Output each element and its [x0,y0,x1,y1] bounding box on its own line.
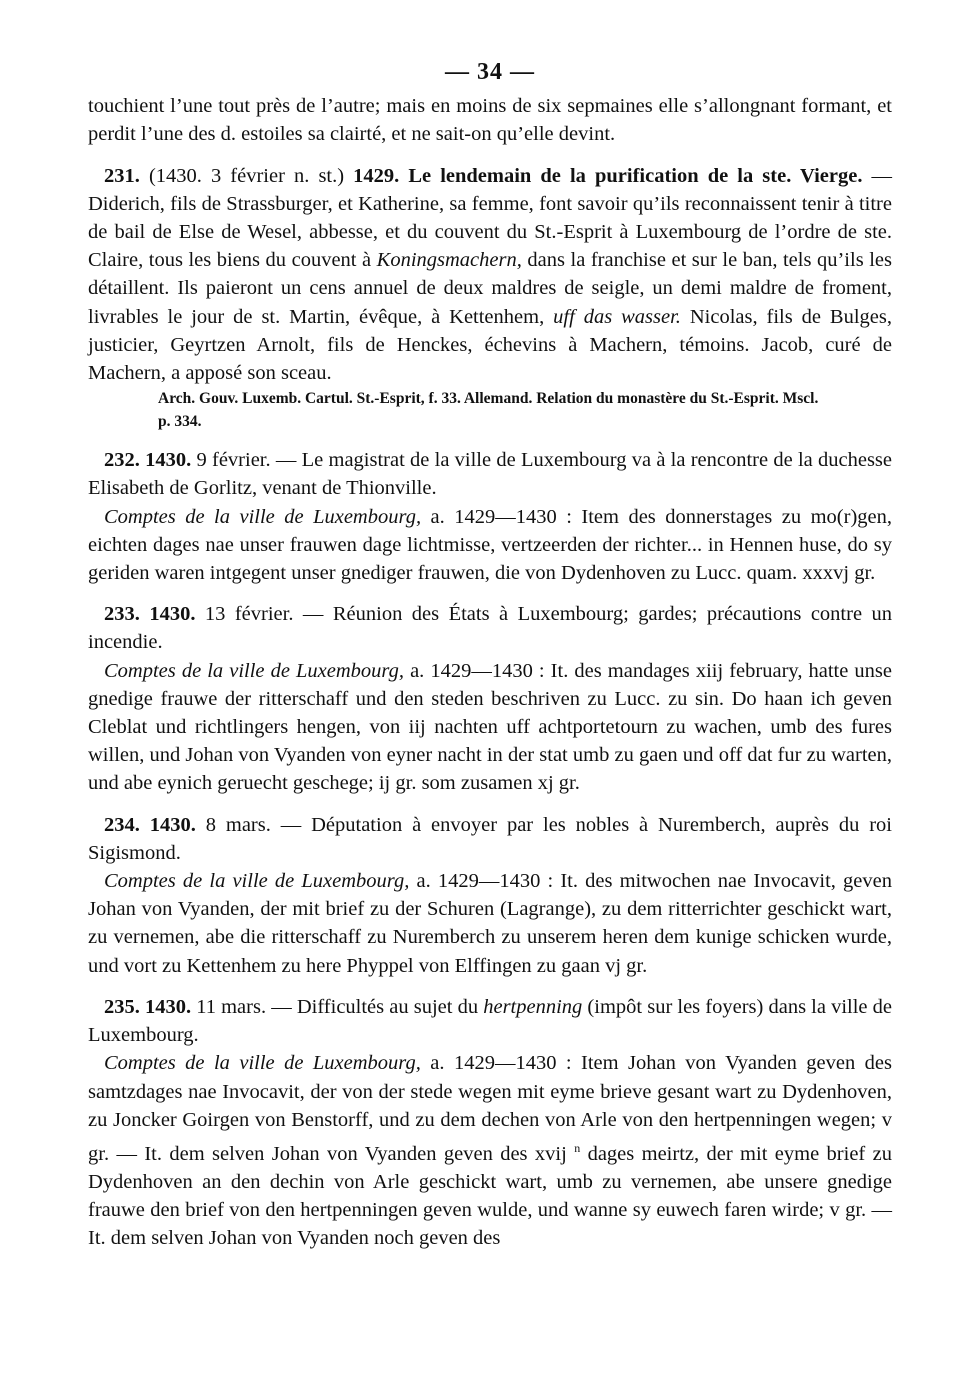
citation-source: Comptes de la ville de Luxembourg, [104,659,404,682]
superscript: n [574,1140,581,1155]
entry-summary: — Le magistrat de la ville de Luxembourg va à la rencontre de la duchesse Elisabeth de Gorlitz, venant de Thionville. [88,449,893,500]
entry-number: 233. [104,603,140,626]
entry-number: 234. [104,813,140,836]
entry-232 [88,446,892,502]
entry-summary: (impôt sur les foyers) dans la ville de Luxembourg. [88,995,892,1047]
entry-233 [88,600,892,656]
entry-date: 9 février. [196,449,271,472]
entry-235 [88,993,892,1049]
entry-summary: — Réunion des États à Luxembourg; gardes; précautions contre un incendie. [88,603,893,654]
entry-body: dans la franchise et sur le ban, tels qu’ils les détaillent. Ils paieront un cens annuel de deux maldres de seigle, un demi maldre de froment, livrables le jour de st. Martin, évêque, à Kettenhem, [88,249,892,328]
entry-date: (1430. 3 février n. st.) [148,164,345,187]
source-reference-page: p. 334. [158,413,202,431]
citation-text: a. 1429—1430 : Item des donnerstages zu mo(r)gen, eichten dages nae unser frauwen dage lichtmisse, vertzeerden der richter... in Hennen huse, do sy geriden waren intgegent unser gnediger frauwen, die von Dydenhoven zu Lucc. quam. xxxvj gr. [88,505,892,585]
citation-source: Comptes de la ville de Luxembourg, [104,505,422,528]
citation-235 [88,1049,892,1252]
entry-number: 235. [104,995,140,1018]
continuation-paragraph: touchient l’une tout près de l’autre; mais en moins de six sepmaines elle s’allongnant formant, et perdit l’une des d. estoiles sa clairté, et ne sait-on qu’elle devint. [88,95,892,146]
citation-text: a. 1429—1430 : It. des mitwochen nae Invocavit, geven Johan von Vyanden, der mit brief zu der Schuren (Lagrange), zu dem ritterrichter geschickt wart, zu vernemen, abe die ritterschaff zu Nuremberch zu unserem heren dem kunige schicken wurde, und vort zu Kettenhem zu here Phyppel von Elffingen zu gaan vj gr. [88,870,892,977]
entry-title: Le lendemain de la purification de la ste. Vierge. [408,164,863,187]
entry-year: 1430. [145,449,192,472]
citation-234 [88,867,892,980]
citation-text: a. 1429—1430 : Item Johan von Vyanden geven des samtzdages nae Invocavit, der von der stede wegen mit eyme brieve gesant wart zu Dydenhoven, zu Joncker Goirgen von Benstorff, und zu dem dechen von Arle von den hertpenningen wegen; v gr. — It. dem selven Johan von Vyanden geven des xvij [88,1052,892,1165]
german-phrase: uff das wasser. [553,305,681,328]
page-number: — 34 — [445,59,535,85]
entry-date: 8 mars. [205,813,271,836]
entry-number: 231. [104,164,140,187]
entry-year: 1429. [353,164,400,187]
entry-summary: — Difficultés au sujet du [266,995,484,1018]
entry-date: 13 février. [204,603,294,626]
entry-year: 1430. [149,603,196,626]
tax-term: hertpenning [483,995,583,1018]
source-reference: Arch. Gouv. Luxemb. Cartul. St.-Esprit, f. 33. Allemand. Relation du monastère du St.-Esprit. Mscl. [158,390,819,408]
entry-date: 11 mars. [196,995,267,1018]
place-name: Koningsmachern, [376,249,522,272]
entry-body: — Diderich, fils de Strassburger, et Katherine, sa femme, font savoir qu’ils reconnaissent tenir à titre de bail de Else de Wesel, abbesse, et du couvent du St.-Esprit à Luxembourg de l’ordre de ste. Claire, tous les biens du couvent à [88,164,893,272]
citation-232 [88,503,892,588]
entry-234 [88,811,892,867]
entry-summary: — Députation à envoyer par les nobles à Nuremberch, auprès du roi Sigismond. [88,813,892,864]
citation-source: Comptes de la ville de Luxembourg, [104,1052,421,1075]
citation-233 [88,657,892,798]
citation-source: Comptes de la ville de Luxembourg, [104,870,410,893]
citation-text: a. 1429—1430 : It. des mandages xiij february, hatte unse gnedige frauwe der ritterschaff und den steden beschriven zu Lucc. zu sin. Do haan ich geven Cleblat und richtlingers hengen, von iij nachten uff achtportetourn zu wachen, umb des fures willen, und Johan von Vyanden von eyner nacht in der stat umb zu gaen und off dat fur zu warten, und abe eynich geruecht geschege; ij gr. som zusamen xj gr. [88,659,892,795]
entry-year: 1430. [149,813,196,836]
entry-231 [88,162,892,388]
citation-text: dages meirtz, der mit eyme brief zu Dydenhoven an den dechin von Arle geschickt wart, umb zu vernemen, abe unsere gnedige frauwe den brief von den hertpenningen geven wulde, und wanne sy euwech faren wirde; v gr. — It. dem selven Johan von Vyanden noch geven des [88,1142,892,1250]
entry-year: 1430. [145,995,192,1018]
entry-body: Nicolas, fils de Bulges, justicier, Geyrtzen Arnolt, fils de Henckes, échevins à Machern, témoins. Jacob, curé de Machern, a apposé son sceau. [88,305,892,385]
entry-number: 232. [104,449,140,472]
